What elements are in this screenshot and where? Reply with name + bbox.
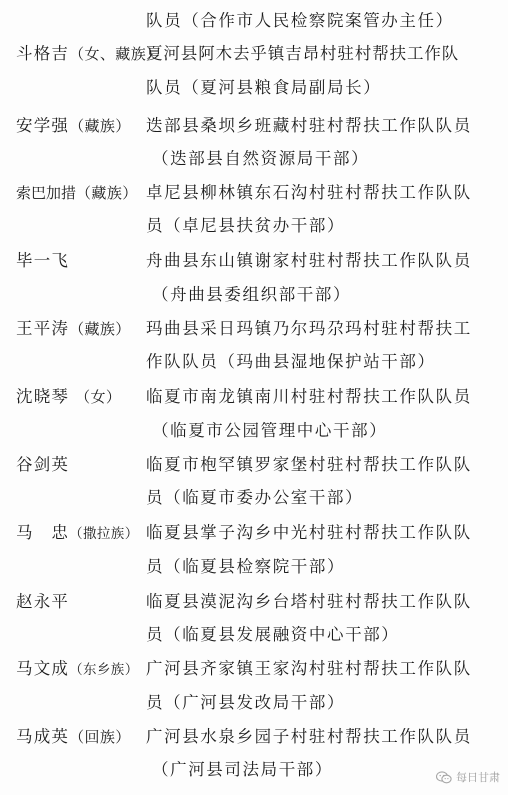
entry-line: 卓尼县柳林镇东石沟村驻村帮扶工作队队 (146, 183, 472, 202)
person-name (16, 43, 162, 65)
name-text: 毕一飞 (16, 251, 70, 270)
entry-line: 队员（夏河县粮食局副局长） (146, 78, 382, 97)
person-name (16, 658, 139, 681)
entry-line: 员（临夏县发展融资中心干部） (146, 625, 400, 644)
watermark-text: 每日甘肃 (456, 771, 500, 784)
entry-line: 舟曲县东山镇谢家村驻村帮扶工作队队员 (146, 251, 472, 270)
name-tag: （藏族） (69, 117, 131, 135)
entry-line: 临夏县掌子沟乡中光村驻村帮扶工作队队 (146, 523, 472, 542)
entry-line: 临夏市枹罕镇罗家堡村驻村帮扶工作队队 (146, 455, 472, 474)
person-name (16, 386, 121, 408)
name-tag: （藏族） (76, 184, 138, 202)
entry-line: 队员（合作市人民检察院案管办主任） (146, 11, 454, 30)
person-name (16, 115, 131, 137)
entry-line: 迭部县桑坝乡班藏村驻村帮扶工作队队员 (146, 116, 472, 135)
name-text: 安学强 (16, 116, 70, 135)
name-text: 沈晓琴 (16, 387, 70, 406)
entry-line: 广河县齐家镇王家沟村驻村帮扶工作队队 (146, 659, 472, 678)
entry-line: 作队队员（玛曲县湿地保护站干部） (146, 352, 436, 371)
entry-line: 临夏县漠泥沟乡台塔村驻村帮扶工作队队 (146, 592, 472, 611)
person-name (16, 454, 69, 476)
entry-line: 员（广河县发改局干部） (146, 693, 346, 712)
entry-line: 员（临夏市委办公室干部） (146, 488, 364, 507)
name-text: 赵永平 (16, 592, 70, 611)
person-name (16, 250, 69, 272)
entry-line: 临夏市南龙镇南川村驻村帮扶工作队队员 (146, 387, 472, 406)
person-name (16, 591, 69, 613)
entry-line: 员（临夏县检察院干部） (146, 557, 346, 576)
name-tag: （撒拉族） (69, 526, 139, 542)
name-text: 马文成 (16, 659, 70, 678)
watermark (436, 769, 500, 785)
entry-line: （迭部县自然资源局干部） (152, 149, 370, 168)
person-name (16, 318, 131, 340)
name-text: 马成英 (16, 727, 70, 746)
name-tag: （东乡族） (69, 662, 139, 678)
name-text: 索巴加措 (16, 184, 77, 202)
entry-line: 员（卓尼县扶贫办干部） (146, 216, 346, 235)
wechat-icon (436, 771, 452, 784)
entry-line: （广河县司法局干部） (152, 760, 333, 779)
name-text: 斗格吉 (16, 44, 70, 63)
name-text: 马 忠 (16, 523, 70, 542)
entry-line: 夏河县阿木去乎镇吉昂村驻村帮扶工作队 (146, 44, 460, 63)
entry-line: （临夏市公园管理中心干部） (152, 421, 388, 440)
person-name (16, 726, 131, 748)
name-tag: （回族） (69, 728, 131, 746)
entry-line: （舟曲县委组织部干部） (152, 285, 352, 304)
entry-line: 玛曲县采日玛镇乃尔玛尕玛村驻村帮扶工 (146, 319, 472, 338)
name-text: 谷剑英 (16, 455, 70, 474)
name-tag: （藏族） (69, 320, 131, 338)
name-tag: （女） (75, 388, 122, 406)
person-name (16, 522, 139, 545)
name-text: 王平涛 (16, 319, 70, 338)
entry-line: 广河县水泉乡园子村驻村帮扶工作队队员 (146, 727, 472, 746)
person-name (16, 182, 138, 204)
name-tag: （女、藏族） (69, 45, 162, 63)
